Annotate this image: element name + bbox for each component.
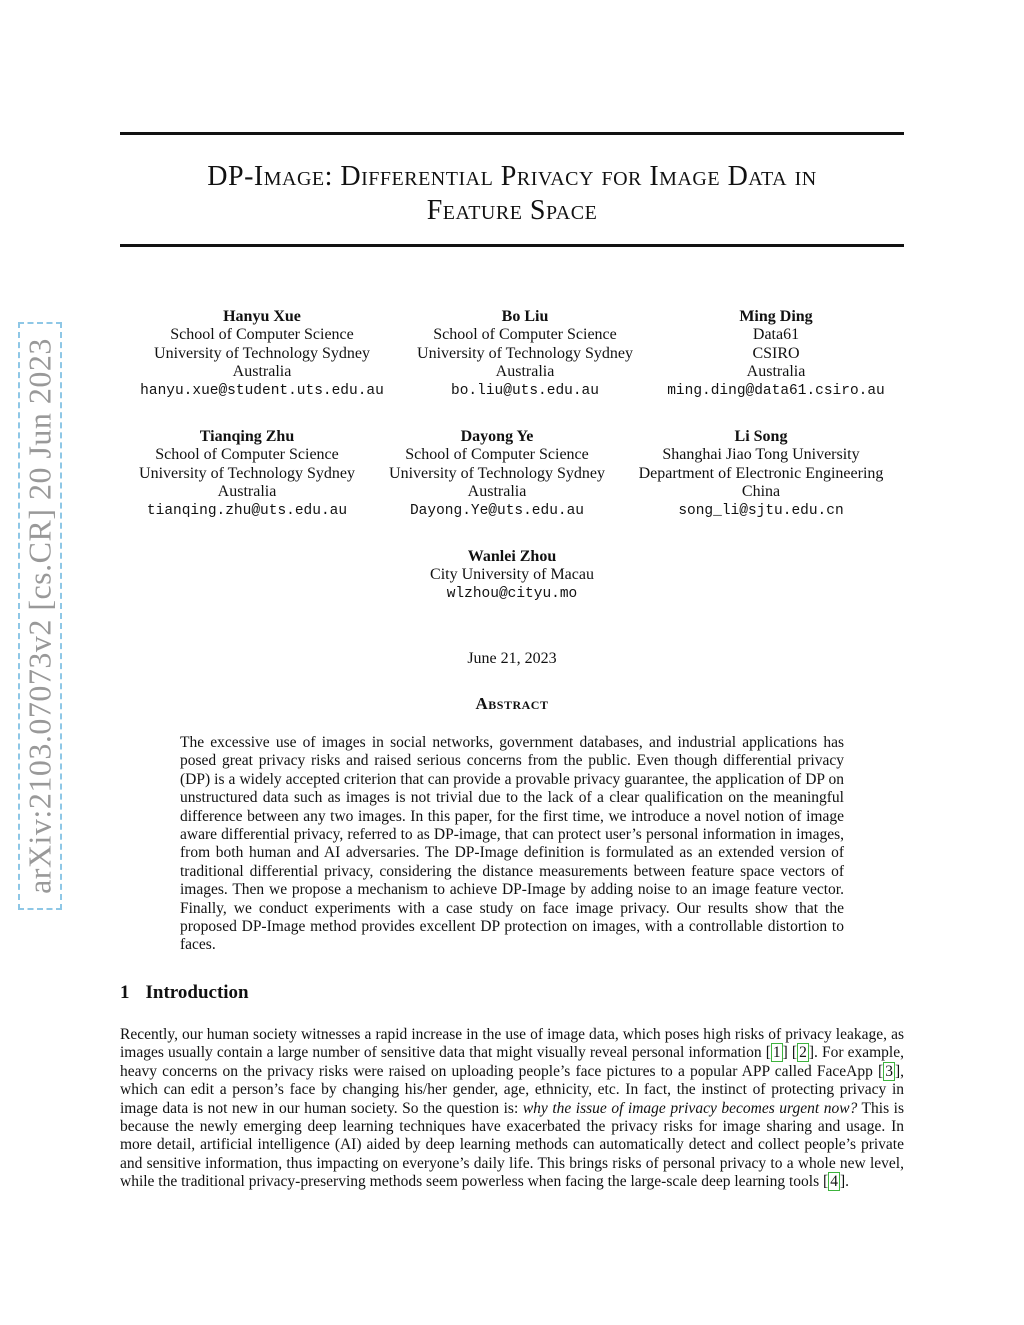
section-title: Introduction	[145, 982, 249, 1003]
author-affiliation: CSIRO	[752, 344, 800, 362]
author-affiliation: School of Computer Science	[155, 446, 339, 464]
title-top-rule	[120, 132, 904, 135]
author-affiliation: Australia	[467, 483, 527, 501]
author-affiliation: University of Technology Sydney	[417, 344, 633, 362]
author-block	[611, 428, 911, 520]
author-affiliation: Department of Electronic Engineering	[638, 464, 884, 482]
emphasized-question: why the issue of image privacy becomes urgent now?	[522, 1099, 858, 1117]
author-affiliation: Australia	[232, 363, 292, 381]
citation-link[interactable]: 1	[772, 1044, 781, 1062]
author-affiliation: Australia	[746, 363, 806, 381]
author-email[interactable]: wlzhou@cityu.mo	[446, 585, 578, 602]
paragraph-text: Recently, our human society witnesses a rapid increase in the use of image data, which poses high risks of privacy leakage, as images usually contain a large number of sensitive data that might visually reveal personal information	[120, 1026, 904, 1062]
paper-title-line-2: Feature Space	[426, 195, 598, 226]
author-block	[372, 548, 652, 603]
title-bottom-rule	[120, 244, 904, 247]
author-affiliation: School of Computer Science	[405, 446, 589, 464]
author-affiliation: University of Technology Sydney	[154, 344, 370, 362]
author-affiliation: Australia	[217, 483, 277, 501]
author-affiliation: University of Technology Sydney	[139, 464, 355, 482]
author-email[interactable]: tianqing.zhu@uts.edu.au	[146, 502, 348, 519]
paragraph-text: , which can edit a person’s face by changing his/her gender, age, ethnicity, etc. In fact, the instinct of protecting privacy in image data is not new in our human society. So the question is:	[120, 1062, 904, 1117]
author-name: Wanlei Zhou	[467, 548, 557, 565]
author-affiliation: City University of Macau	[430, 566, 594, 584]
author-email[interactable]: Dayong.Ye@uts.edu.au	[409, 502, 585, 519]
paper-title	[120, 160, 904, 228]
abstract-text: The excessive use of images in social networks, government databases, and industrial applications has posed great privacy risks and raised serious concerns from the public. Even though differential privacy (DP) is a widely accepted criterion that can provide a provable privacy guarantee, the application of DP on unstructured data such as images is not trivial due to the lack of a clear qualification on the meaningful difference between any two images. In this paper, for the first time, we introduce a novel notion of image aware differential privacy, referred to as DP-image, that can protect user’s personal information in images, from both human and AI adversaries. The DP-Image definition is formulated as an extended version of traditional differential privacy, considering the distance measurements between feature space vectors of images. Then we propose a mechanism to achieve DP-Image by adding noise to an image feature vector. Finally, we conduct experiments with a case study on face image privacy. Our results show that the proposed DP-Image method provides excellent DP protection on images, with a controllable distortion to faces.	[180, 734, 844, 954]
abstract-heading: Abstract	[475, 694, 549, 713]
author-name: Bo Liu	[501, 308, 549, 325]
author-affiliation: Australia	[495, 363, 555, 381]
author-name: Li Song	[734, 428, 788, 445]
section-heading-introduction	[120, 982, 249, 1004]
paragraph-text	[788, 1044, 792, 1061]
author-name: Hanyu Xue	[223, 308, 301, 325]
author-name: Tianqing Zhu	[199, 428, 295, 445]
paragraph-text: .	[845, 1173, 849, 1191]
paragraph-text: This is because the newly emerging deep learning techniques have exacerbated the privacy risks for image sharing and usage. In more detail, artificial intelligence (AI) aided by deep learning methods can automatically detect and collect people’s private and sensitive information, thus impacting on everyone’s daily life. This brings risks of personal privacy to a whole new level, while the traditional privacy-preserving methods seem powerless when facing the large-scale deep learning tools	[120, 1099, 904, 1191]
author-block	[357, 428, 637, 520]
arxiv-identifier-stamp[interactable]	[18, 322, 62, 910]
author-email[interactable]: ming.ding@data61.csiro.au	[667, 382, 885, 399]
author-affiliation: University of Technology Sydney	[389, 464, 605, 482]
citation-link[interactable]: 2	[799, 1044, 807, 1062]
arxiv-identifier-text: arXiv:2103.07073v2 [cs.CR] 20 Jun 2023	[21, 338, 58, 894]
author-affiliation: School of Computer Science	[170, 326, 354, 344]
author-block	[636, 308, 916, 400]
author-email[interactable]: song_li@sjtu.edu.cn	[678, 502, 844, 519]
publication-date: June 21, 2023	[467, 650, 557, 667]
citation-link[interactable]: 4	[830, 1173, 838, 1191]
author-block	[107, 428, 387, 520]
author-name: Ming Ding	[739, 308, 813, 325]
author-name: Dayong Ye	[460, 428, 534, 445]
paragraph-text: . For example, heavy concerns on the privacy risks were raised on uploading people’s face pictures to a popular APP called FaceApp	[120, 1044, 904, 1080]
author-email[interactable]: hanyu.xue@student.uts.edu.au	[140, 382, 384, 399]
section-number: 1	[120, 982, 130, 1003]
paper-title-line-1: DP-Image: Differential Privacy for Image Data in	[207, 161, 817, 192]
author-affiliation: China	[741, 483, 781, 501]
citation-link[interactable]: 3	[885, 1062, 893, 1080]
author-block	[122, 308, 402, 400]
author-block	[385, 308, 665, 400]
author-affiliation: School of Computer Science	[433, 326, 617, 344]
author-affiliation: Shanghai Jiao Tong University	[662, 446, 860, 464]
author-email[interactable]: bo.liu@uts.edu.au	[451, 382, 599, 399]
author-affiliation: Data61	[752, 326, 800, 344]
introduction-paragraph: Recently, our human society witnesses a rapid increase in the use of image data, which poses high risks of privacy leakage, as images usually contain a large number of sensitive data that might visually reveal personal information [ 1 ] [ 2 ]. For example, heavy concerns on the privacy risks were raised on uploading people’s face pictures to a popular APP called FaceApp [ 3 ], which can edit a person’s face by changing his/her gender, age, ethnicity, etc. In fact, the instinct of protecting privacy in image data is not new in our human society. So the question is: why the issue of image privacy becomes urgent now? This is because the newly emerging deep learning techniques have exacerbated the privacy risks for image sharing and usage. In more detail, artificial intelligence (AI) aided by deep learning methods can automatically detect and collect people’s private and sensitive information, thus impacting on everyone’s daily life. This brings risks of personal privacy to a whole new level, while the traditional privacy-preserving methods seem powerless when facing the large-scale deep learning tools [ 4 ].	[120, 1026, 904, 1191]
